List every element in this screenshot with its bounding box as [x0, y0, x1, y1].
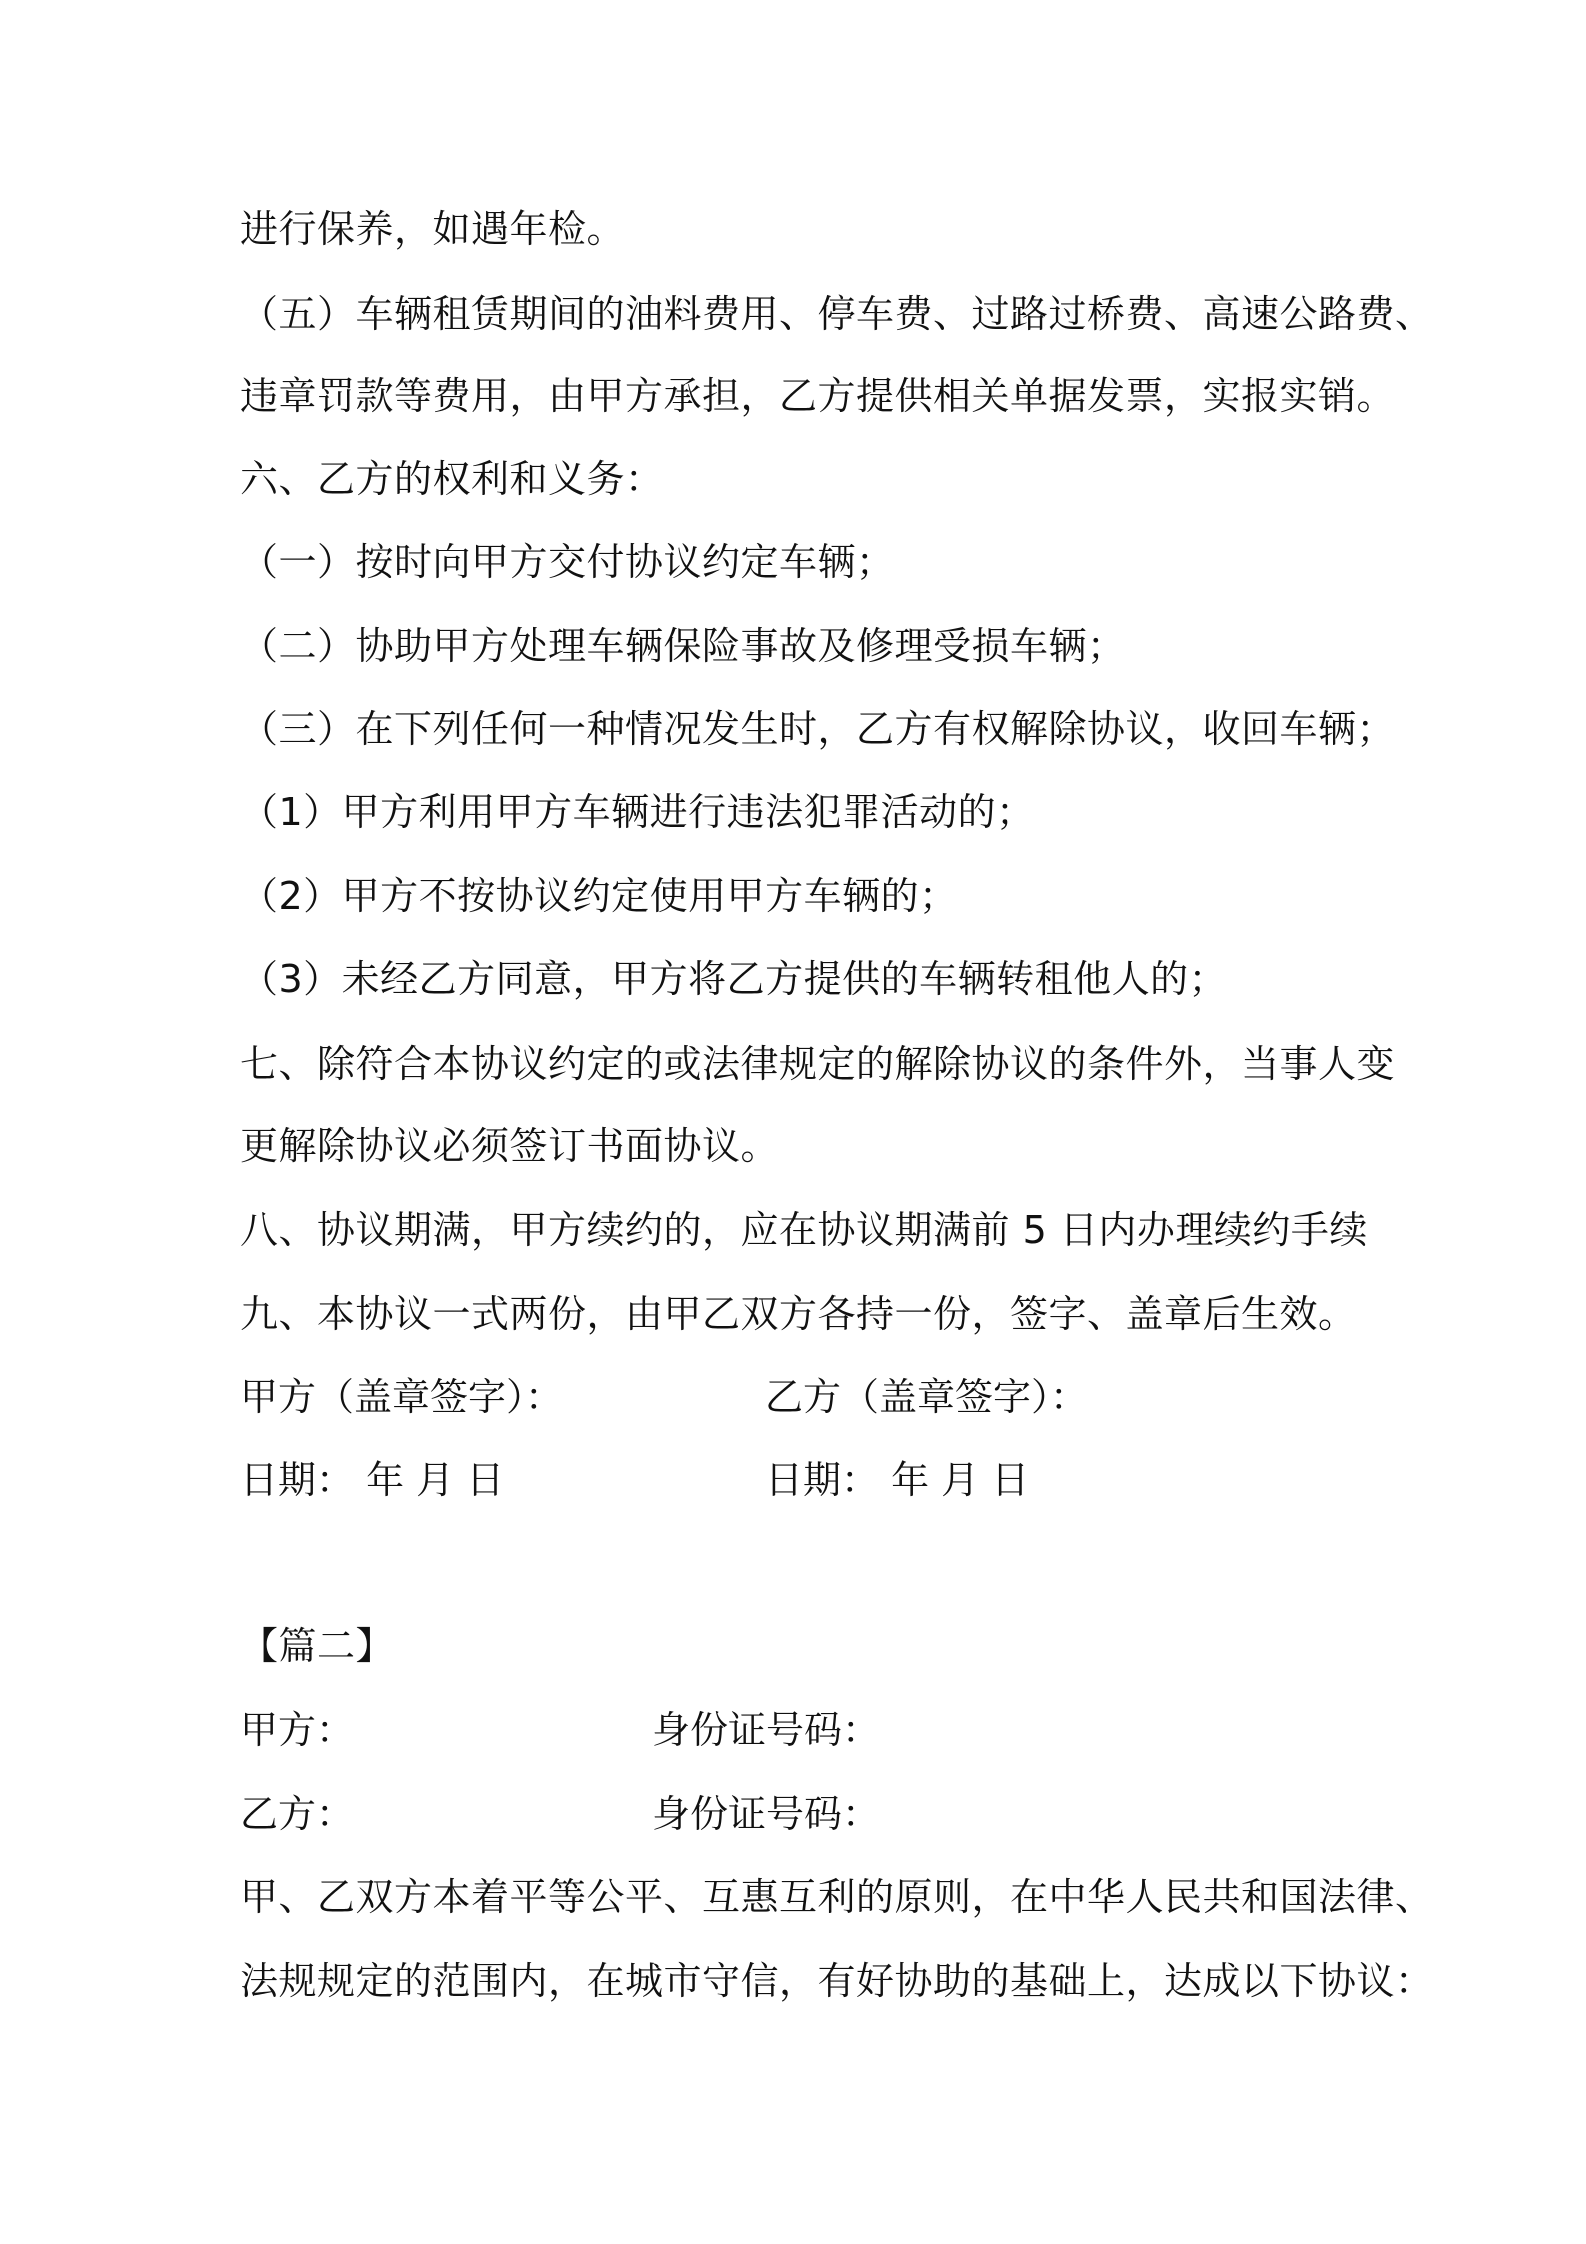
section-heading-eight: 八、协议期满，甲方续约的，应在协议期满前 5 日内办理续约手续 — [240, 1208, 1368, 1252]
party-b-label: 乙方： — [240, 1792, 355, 1836]
paragraph-line: （五）车辆租赁期间的油料费用、停车费、过路过桥费、高速公路费、 — [240, 292, 1434, 336]
paragraph-line: （1）甲方利用甲方车辆进行违法犯罪活动的； — [240, 790, 1035, 834]
paragraph-line: （二）协助甲方处理车辆保险事故及修理受损车辆； — [240, 624, 1126, 668]
date-party-a: 日期： 年 月 日 — [240, 1458, 505, 1502]
paragraph-line: （三）在下列任何一种情况发生时，乙方有权解除协议，收回车辆； — [240, 707, 1396, 751]
paragraph-line: （2）甲方不按协议约定使用甲方车辆的； — [240, 874, 958, 918]
party-a-id-label: 身份证号码： — [652, 1708, 881, 1752]
paragraph-line: 违章罚款等费用，由甲方承担，乙方提供相关单据发票，实报实销。 — [240, 374, 1396, 418]
party-a-label: 甲方： — [240, 1708, 355, 1752]
section-heading-nine: 九、本协议一式两份，由甲乙双方各持一份，签字、盖章后生效。 — [240, 1292, 1357, 1336]
date-party-b: 日期： 年 月 日 — [765, 1458, 1030, 1502]
paragraph-line: 更解除协议必须签订书面协议。 — [240, 1124, 780, 1168]
signature-party-b: 乙方（盖章签字）： — [765, 1375, 1089, 1419]
section-heading-seven: 七、除符合本协议约定的或法律规定的解除协议的条件外，当事人变 — [240, 1042, 1396, 1086]
party-b-id-label: 身份证号码： — [652, 1792, 881, 1836]
paragraph-line: 法规规定的范围内，在城市守信，有好协助的基础上，达成以下协议： — [240, 1959, 1434, 2003]
paragraph-line: （一）按时向甲方交付协议约定车辆； — [240, 540, 895, 584]
section-heading-six: 六、乙方的权利和义务： — [240, 457, 664, 501]
paragraph-line: 进行保养，如遇年检。 — [240, 207, 626, 251]
paragraph-line: 甲、乙双方本着平等公平、互惠互利的原则，在中华人民共和国法律、 — [240, 1875, 1434, 1919]
signature-party-a: 甲方（盖章签字）： — [240, 1375, 564, 1419]
paragraph-line: （3）未经乙方同意，甲方将乙方提供的车辆转租他人的； — [240, 957, 1228, 1001]
section-two-heading: 【篇二】 — [240, 1624, 395, 1668]
